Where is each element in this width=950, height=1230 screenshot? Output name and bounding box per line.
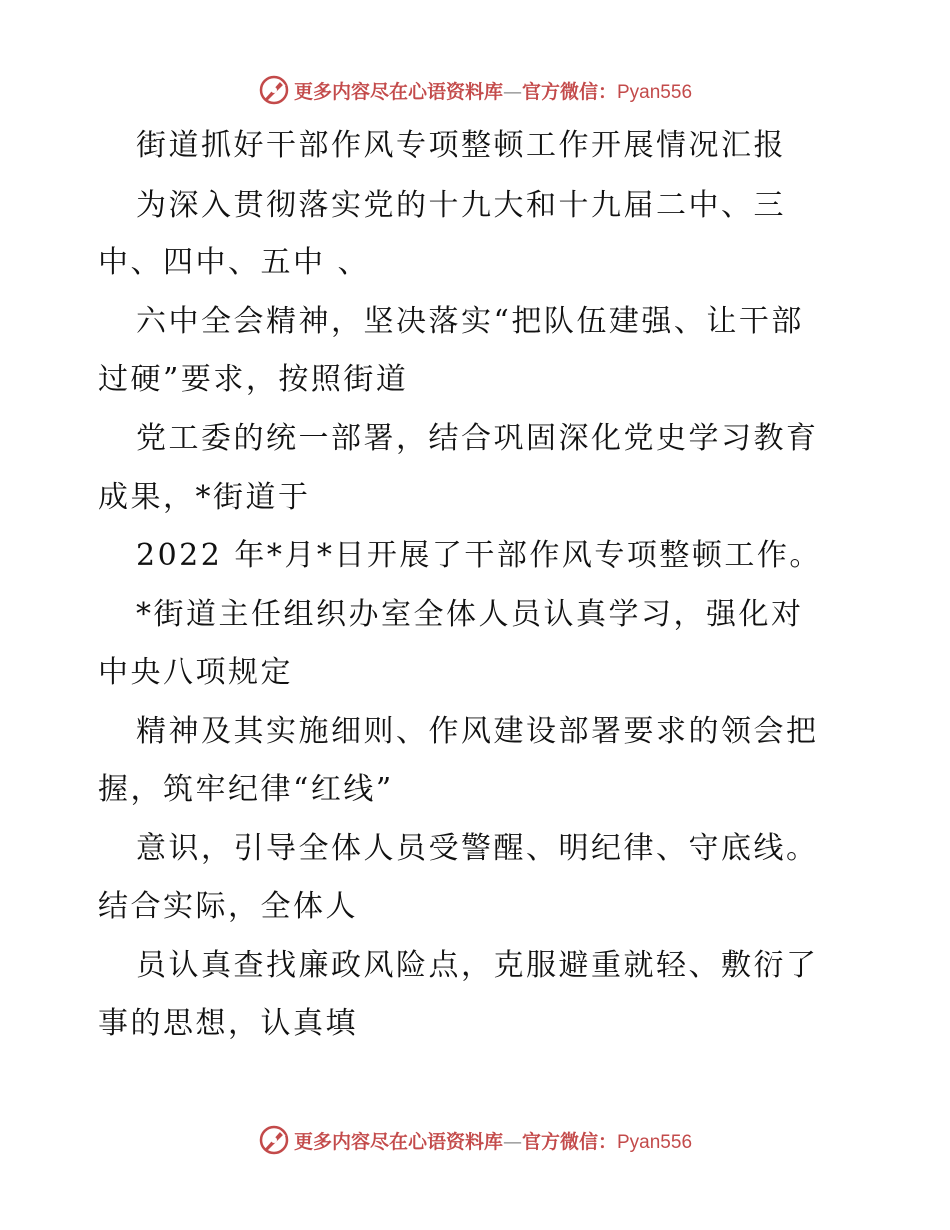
footer-watermark: [0, 1120, 950, 1160]
paragraph-line: 事的思想，认真填: [98, 1006, 358, 1041]
watermark-text: [294, 1127, 692, 1154]
paragraph-line: 员认真查找廉政风险点，克服避重就轻、敷衍了: [136, 948, 819, 983]
document-title: 街道抓好干部作风专项整顿工作开展情况汇报: [136, 128, 786, 163]
paragraph-line: 成果，*街道于: [98, 480, 311, 515]
watermark-wechat-label: 官方微信：: [521, 80, 617, 103]
watermark-text: [294, 77, 692, 104]
paragraph-line: 中央八项规定: [98, 655, 293, 690]
paragraph-line: 党工委的统一部署，结合巩固深化党史学习教育: [136, 421, 819, 456]
watermark-wechat-label: 官方微信：: [521, 1130, 617, 1153]
paragraph-line: 精神及其实施细则、作风建设部署要求的领会把: [136, 714, 819, 749]
watermark-site-text: 更多内容尽在心语资料库: [293, 1130, 503, 1153]
paragraph-line: 握，筑牢纪律“红线”: [98, 772, 394, 807]
paragraph-line: *街道主任组织办室全体人员认真学习，强化对: [136, 597, 804, 632]
watermark-wechat-id: Pyan556: [617, 1131, 693, 1153]
paragraph-line: 结合实际，全体人: [98, 889, 358, 924]
header-watermark: [0, 70, 950, 110]
paragraph-line: 中、四中、五中 、: [98, 245, 371, 280]
watermark-separator: —: [502, 1130, 522, 1153]
paragraph-line: 六中全会精神，坚决落实“把队伍建强、让干部: [136, 304, 804, 339]
watermark-site-text: 更多内容尽在心语资料库: [293, 80, 503, 103]
paragraph-line: 2022 年*月*日开展了干部作风专项整顿工作。: [136, 538, 822, 573]
quill-seal-icon: [258, 1124, 290, 1156]
watermark-wechat-id: Pyan556: [617, 81, 693, 103]
watermark-separator: —: [502, 80, 522, 103]
paragraph-line: 过硬”要求，按照街道: [98, 362, 409, 397]
paragraph-line: 意识，引导全体人员受警醒、明纪律、守底线。: [136, 831, 819, 866]
quill-seal-icon: [258, 74, 290, 106]
paragraph-line: 为深入贯彻落实党的十九大和十九届二中、三: [136, 188, 786, 223]
